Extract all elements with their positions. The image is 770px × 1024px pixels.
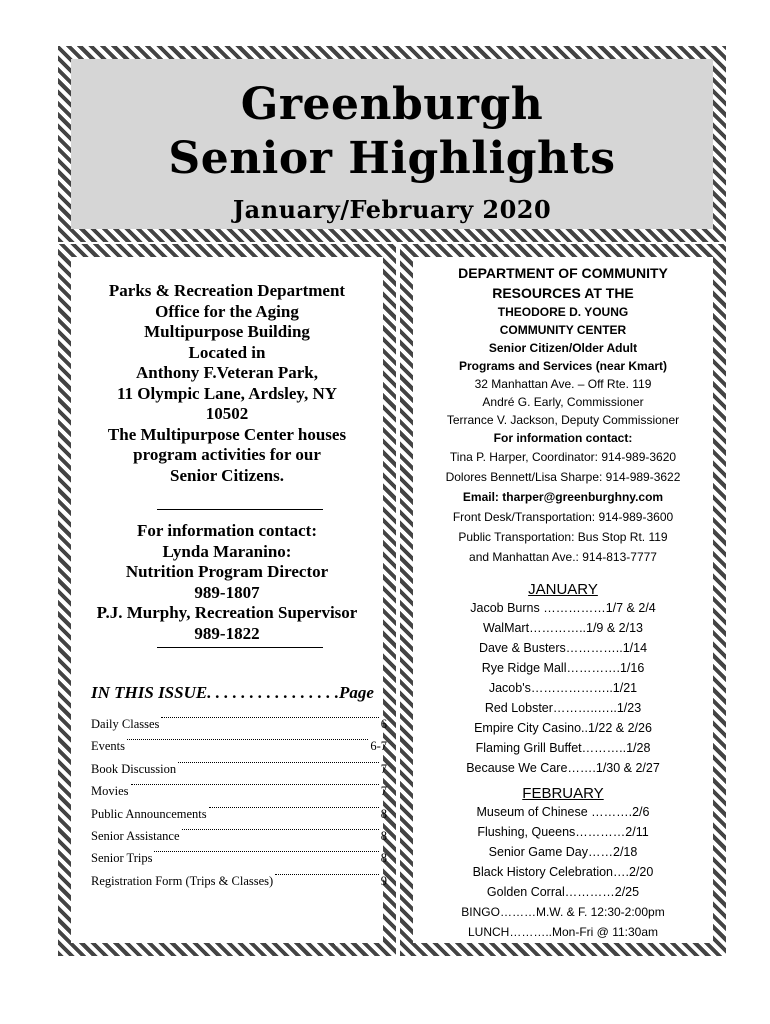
divider	[157, 647, 323, 648]
february-trips	[413, 785, 713, 942]
january-trips	[413, 581, 713, 778]
toc-page: 8	[380, 828, 387, 843]
toc-item	[91, 829, 387, 851]
toc-label: Senior Assistance	[91, 828, 180, 843]
center-name: THEODORE D. YOUNG	[497, 305, 629, 319]
toc-item	[91, 874, 387, 896]
trip-item: Museum of Chinese ……….2/6	[476, 805, 650, 819]
toc-label: Daily Classes	[91, 717, 160, 731]
trip-item: Flaming Grill Buffet………..1/28	[475, 741, 651, 755]
toc-label: Events	[91, 739, 126, 754]
masthead	[58, 46, 726, 242]
contact-line: For information contact:	[136, 521, 318, 540]
toc-page: 8	[380, 851, 387, 866]
toc-item	[91, 784, 387, 806]
trip-item: Dave & Busters…………..1/14	[478, 641, 648, 655]
parks-line: program activities for our	[133, 445, 321, 464]
divider	[157, 509, 323, 510]
left-column	[58, 244, 396, 956]
toc-page: 9	[380, 873, 387, 888]
commissioner: André G. Early, Commissioner	[482, 395, 644, 409]
program-name: Senior Citizen/Older Adult	[488, 341, 638, 355]
toc-page: 7	[380, 761, 387, 776]
toc-label: Movies	[91, 784, 129, 799]
program-name: Programs and Services (near Kmart)	[458, 359, 668, 373]
table-of-contents	[91, 717, 387, 896]
title-line-2: Senior Highlights	[168, 133, 616, 184]
month-heading: FEBRUARY	[522, 785, 604, 802]
toc-page: 7	[380, 784, 387, 799]
bingo-schedule: BINGO………M.W. & F. 12:30-2:00pm	[461, 905, 665, 919]
contact-line: Lynda Maranino:	[162, 541, 292, 561]
toc-label: Book Discussion	[91, 761, 177, 776]
trip-item: Jacob Burns ……………1/7 & 2/4	[470, 601, 656, 615]
trip-item: Black History Celebration….2/20	[472, 865, 654, 879]
right-column	[400, 244, 726, 956]
deputy-commissioner: Terrance V. Jackson, Deputy Commissioner	[446, 413, 680, 427]
info-label: For information contact:	[493, 431, 633, 445]
coordinator: Tina P. Harper, Coordinator: 914-989-3620	[449, 450, 677, 464]
in-this-issue-heading: IN THIS ISSUE. . . . . . . . . . . . . . . .Page	[91, 683, 374, 702]
trip-item: Jacob's………………..1/21	[488, 681, 638, 695]
parks-line: Office for the Aging	[155, 301, 299, 321]
toc-page: 6-7	[370, 739, 387, 754]
toc-page: 8	[380, 806, 387, 821]
trip-item: Because We Care…….1/30 & 2/27	[466, 761, 660, 775]
toc-label: Senior Trips	[91, 851, 153, 866]
title-line-1: Greenburgh	[240, 79, 544, 130]
trip-item: WalMart…………..1/9 & 2/13	[483, 621, 643, 635]
contact-line: Nutrition Program Director	[125, 562, 329, 581]
trip-item: Flushing, Queens…………2/11	[477, 825, 649, 839]
parks-line: Parks & Recreation Department	[108, 281, 346, 300]
contact-info	[85, 521, 369, 644]
manhattan-phone: and Manhattan Ave.: 914-813-7777	[469, 550, 657, 564]
front-desk: Front Desk/Transportation: 914-989-3600	[452, 510, 674, 524]
trip-item: Red Lobster………..…..1/23	[484, 701, 642, 715]
parks-line: Located in	[188, 342, 266, 362]
toc-item	[91, 851, 387, 873]
contact-phone: Dolores Bennett/Lisa Sharpe: 914-989-3622	[445, 470, 681, 484]
address: 32 Manhattan Ave. – Off Rte. 119	[474, 377, 652, 391]
toc-item	[91, 717, 387, 739]
trip-item: Golden Corral…………2/25	[486, 885, 640, 899]
parks-line: Anthony F.Veteran Park,	[136, 363, 318, 382]
public-transportation: Public Transportation: Bus Stop Rt. 119	[458, 530, 668, 544]
department-info	[413, 263, 713, 567]
dept-heading: RESOURCES AT THE	[492, 285, 634, 301]
contact-line: 989-1807	[194, 582, 260, 602]
parks-line: Senior Citizens.	[170, 465, 284, 485]
toc-item	[91, 807, 387, 829]
lunch-schedule: LUNCH………..Mon-Fri @ 11:30am	[468, 925, 658, 939]
parks-line: 10502	[205, 404, 249, 423]
parks-line: 11 Olympic Lane, Ardsley, NY	[116, 383, 338, 403]
toc-item	[91, 762, 387, 784]
trip-item: Senior Game Day……2/18	[488, 845, 638, 859]
parks-recreation-info	[85, 281, 369, 486]
contact-line: 989-1822	[194, 623, 260, 643]
trip-item: Empire City Casino..1/22 & 2/26	[474, 721, 652, 735]
toc-item	[91, 739, 387, 761]
toc-label: Public Announcements	[91, 806, 207, 821]
contact-line: P.J. Murphy, Recreation Supervisor	[96, 603, 358, 622]
center-name: COMMUNITY CENTER	[499, 323, 627, 337]
email: Email: tharper@greenburghny.com	[462, 490, 664, 504]
dept-heading: DEPARTMENT OF COMMUNITY	[458, 265, 668, 281]
issue-date: January/February 2020	[232, 195, 552, 224]
trip-item: Rye Ridge Mall………….1/16	[481, 661, 645, 675]
toc-label: Registration Form (Trips & Classes)	[91, 873, 274, 888]
month-heading: JANUARY	[528, 581, 598, 598]
parks-line: The Multipurpose Center houses	[107, 424, 347, 444]
toc-page: 6	[380, 717, 387, 731]
parks-line: Multipurpose Building	[144, 322, 310, 341]
